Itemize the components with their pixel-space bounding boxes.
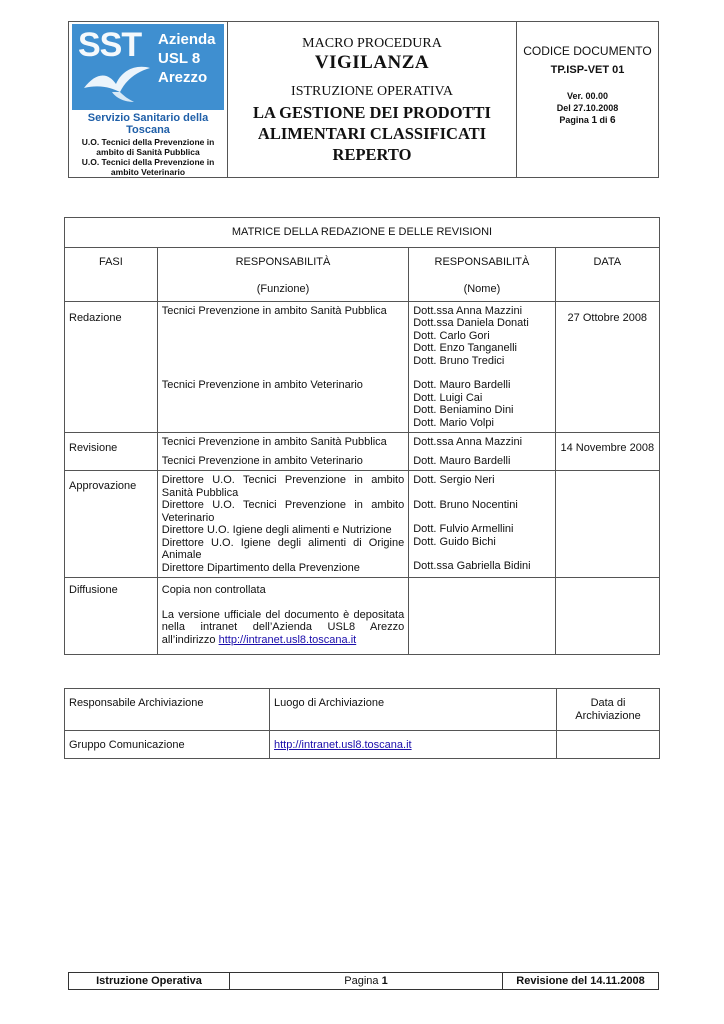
diffusione-data — [555, 578, 659, 655]
approvazione-nomi: Dott. Sergio Neri Dott. Bruno Nocentini Dott. Fulvio Armellini Dott. Guido Bichi Dott.ssa Gabriella Bidini — [409, 471, 555, 578]
document-title: LA GESTIONE DEI PRODOTTI ALIMENTARI CLASSIFICATI REPERTO — [253, 103, 491, 164]
intranet-link[interactable]: http://intranet.usl8.toscana.it — [218, 633, 357, 646]
revisione-data: 14 Novembre 2008 — [555, 433, 659, 471]
table-row — [65, 689, 660, 731]
archive-data-cell — [557, 731, 660, 759]
col-responsabilita-nome: RESPONSABILITÀ (Nome) — [409, 247, 555, 301]
footer-pagina: Pagina 1 — [230, 973, 503, 990]
table-row — [65, 433, 660, 471]
revisione-funzioni: Tecnici Prevenzione in ambito Sanità Pubblica Tecnici Prevenzione in ambito Veterinario — [157, 433, 408, 471]
codice-value: TP.ISP-VET 01 — [550, 64, 625, 76]
codice-label: CODICE DOCUMENTO — [523, 44, 652, 58]
fase-revisione: Revisione — [65, 433, 158, 471]
revisione-nomi: Dott.ssa Anna Mazzini Dott. Mauro Bardelli — [409, 433, 555, 471]
redazione-data: 27 Ottobre 2008 — [555, 301, 659, 433]
usl8-logo — [72, 24, 224, 110]
seagull-icon — [82, 58, 152, 106]
table-row — [65, 731, 660, 759]
matrix-title: MATRICE DELLA REDAZIONE E DELLE REVISIONI — [65, 218, 660, 248]
col-luogo-archiviazione: Luogo di Archiviazione — [270, 689, 557, 731]
approvazione-data — [555, 471, 659, 578]
col-data: DATA — [555, 247, 659, 301]
gruppo-comunicazione: Gruppo Comunicazione — [65, 731, 270, 759]
redazione-funzioni: Tecnici Prevenzione in ambito Sanità Pubblica Tecnici Prevenzione in ambito Veterinario — [157, 301, 408, 433]
istruzione-operativa: ISTRUZIONE OPERATIVA — [291, 84, 453, 99]
macro-procedura: MACRO PROCEDURA — [302, 36, 442, 51]
uo-labels: U.O. Tecnici della Prevenzione in ambito di Sanità Pubblica U.O. Tecnici della Prevenzione in ambito Veterinario — [81, 137, 215, 177]
revision-matrix — [64, 217, 660, 655]
code-cell — [517, 22, 659, 178]
vigilanza-title: VIGILANZA — [314, 52, 430, 73]
fase-approvazione: Approvazione — [65, 471, 158, 578]
fase-redazione: Redazione — [65, 301, 158, 433]
footer-revisione: Revisione del 14.11.2008 — [503, 973, 659, 990]
logo-sst-text: SST — [78, 26, 142, 64]
diffusione-testo: Copia non controllata La versione ufficiale del documento è depositata nella intranet dell’Azienda USL8 Arezzo all’indirizzo http://intranet.usl8.toscana.it — [157, 578, 408, 655]
logo-cell — [69, 22, 228, 178]
redazione-nomi: Dott.ssa Anna Mazzini Dott.ssa Daniela Donati Dott. Carlo Gori Dott. Enzo Tanganelli Dott. Bruno Tredici Dott. Mauro Bardelli Dott. Luigi Cai Dott. Beniamino Dini Dott. Mario Volpi — [409, 301, 555, 433]
col-responsabile-archiviazione: Responsabile Archiviazione — [65, 689, 270, 731]
table-row — [65, 301, 660, 433]
footer-istruzione: Istruzione Operativa — [69, 973, 230, 990]
archive-link-cell — [270, 731, 557, 759]
document-header — [68, 21, 659, 178]
approvazione-funzioni: Direttore U.O. Tecnici Prevenzione in ambito Sanità Pubblica Direttore U.O. Tecnici Prevenzione in ambito Veterinario Direttore U.O. Igiene degli alimenti e Nutrizione Direttore U.O. Igiene degli alimenti di Origine Animale Direttore Dipartimento della Prevenzione — [157, 471, 408, 578]
table-row — [65, 471, 660, 578]
archive-table — [64, 688, 660, 759]
table-row — [65, 578, 660, 655]
page-count: Pagina 1 di 6 — [559, 115, 616, 126]
version-info: Ver. 00.00 Del 27.10.2008 Pagina 1 di 6 — [517, 90, 658, 127]
logo-azienda: Azienda USL 8 Arezzo — [158, 31, 216, 86]
diffusione-nomi — [409, 578, 555, 655]
col-data-archiviazione: Data di Archiviazione — [557, 689, 660, 731]
fase-diffusione: Diffusione — [65, 578, 158, 655]
servizio-sanitario-label: Servizio Sanitario della Toscana — [87, 112, 209, 136]
col-fasi: FASI — [65, 247, 158, 301]
document-footer — [68, 972, 659, 990]
title-cell — [228, 22, 517, 178]
archive-intranet-link[interactable]: http://intranet.usl8.toscana.it — [274, 739, 412, 751]
col-responsabilita-funzione: RESPONSABILITÀ (Funzione) — [157, 247, 408, 301]
